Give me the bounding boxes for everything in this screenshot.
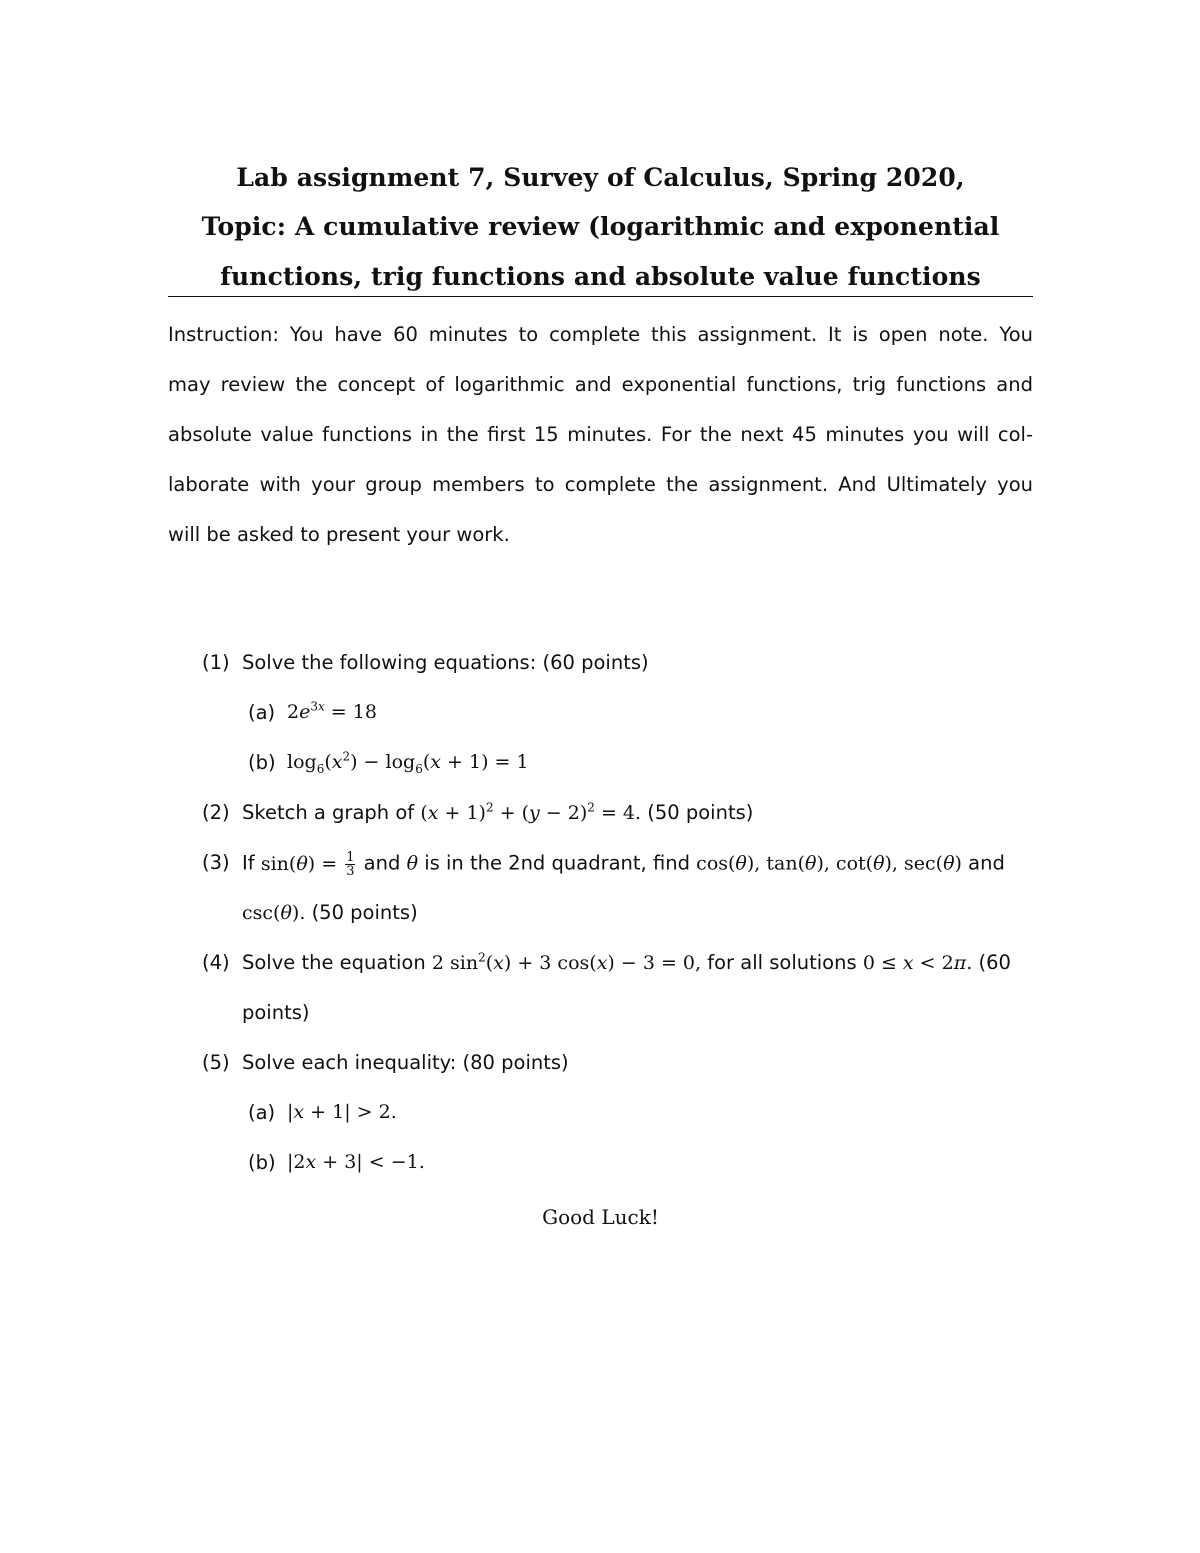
- problem-1b-label: (b): [248, 751, 276, 774]
- problem-2-points: (50 points): [647, 801, 754, 824]
- instruction-line-4: laborate with your group members to complete the assignment. And Ultimately you: [168, 473, 1033, 496]
- problem-4-range: 0 ≤ x < 2π.: [862, 952, 973, 974]
- problem-4-text: [242, 951, 1011, 974]
- title-line-1: Lab assignment 7, Survey of Calculus, Spring 2020,: [236, 163, 965, 192]
- problem-4-number: (4): [202, 951, 230, 974]
- problem-3-points: (50 points): [311, 901, 418, 924]
- problem-2-text: [242, 801, 753, 824]
- problem-1-number: (1): [202, 651, 230, 674]
- problem-1a-label: (a): [248, 701, 276, 724]
- closing-text: Good Luck!: [542, 1205, 659, 1229]
- fraction-one-third: $\frac{1}{3}$: [346, 850, 355, 879]
- problem-3-text: If sin(θ) = $\frac{1}{3}$ and θ is in the 2nd quadrant, find cos(θ), tan(θ), cot(θ), sec(θ) and: [242, 850, 1005, 879]
- problem-5-number: (5): [202, 1051, 230, 1074]
- title-line-2: Topic: A cumulative review (logarithmic and exponential: [201, 212, 1000, 241]
- problem-1a-equation: $2e^{3x} = 18$: [287, 699, 377, 723]
- problem-5-text: Solve each inequality: (80 points): [242, 1051, 569, 1074]
- problem-4-mid: for all solutions: [707, 951, 857, 974]
- instruction-line-1: Instruction: You have 60 minutes to complete this assignment. It is open note. You: [168, 323, 1033, 346]
- instruction-line-2: may review the concept of logarithmic and exponential functions, trig functions and: [168, 373, 1033, 396]
- problem-3-number: (3): [202, 851, 230, 874]
- title-divider: [168, 296, 1033, 297]
- problem-1-text: Solve the following equations: (60 points): [242, 651, 649, 674]
- problem-2-prefix: Sketch a graph of: [242, 801, 415, 824]
- problem-5a-inequality: |x + 1| > 2.: [287, 1101, 397, 1123]
- problem-5b-label: (b): [248, 1151, 276, 1174]
- problem-2-equation: $(x + 1)^2 + (y - 2)^2 = 4$.: [420, 800, 642, 824]
- title-line-3: functions, trig functions and absolute value functions: [220, 262, 981, 291]
- problem-4-prefix: Solve the equation: [242, 951, 426, 974]
- problem-5b-inequality: |2x + 3| < −1.: [287, 1151, 425, 1173]
- problem-4-points-end: points): [242, 1001, 310, 1024]
- instruction-line-3: absolute value functions in the first 15 minutes. For the next 45 minutes you will col-: [168, 423, 1033, 446]
- problem-2-number: (2): [202, 801, 230, 824]
- problem-4-equation: 2 $\sin^2(x) + 3$ cos(x) − 3 = 0,: [431, 950, 702, 974]
- problem-5a-label: (a): [248, 1101, 276, 1124]
- problem-1b-equation: $\log_6(x^2) - \log_6(x + 1) = 1$: [287, 749, 529, 776]
- instruction-line-5: will be asked to present your work.: [168, 523, 510, 546]
- problem-4-points-start: (60: [978, 951, 1011, 974]
- problem-3-text-cont: csc(θ). (50 points): [242, 901, 418, 924]
